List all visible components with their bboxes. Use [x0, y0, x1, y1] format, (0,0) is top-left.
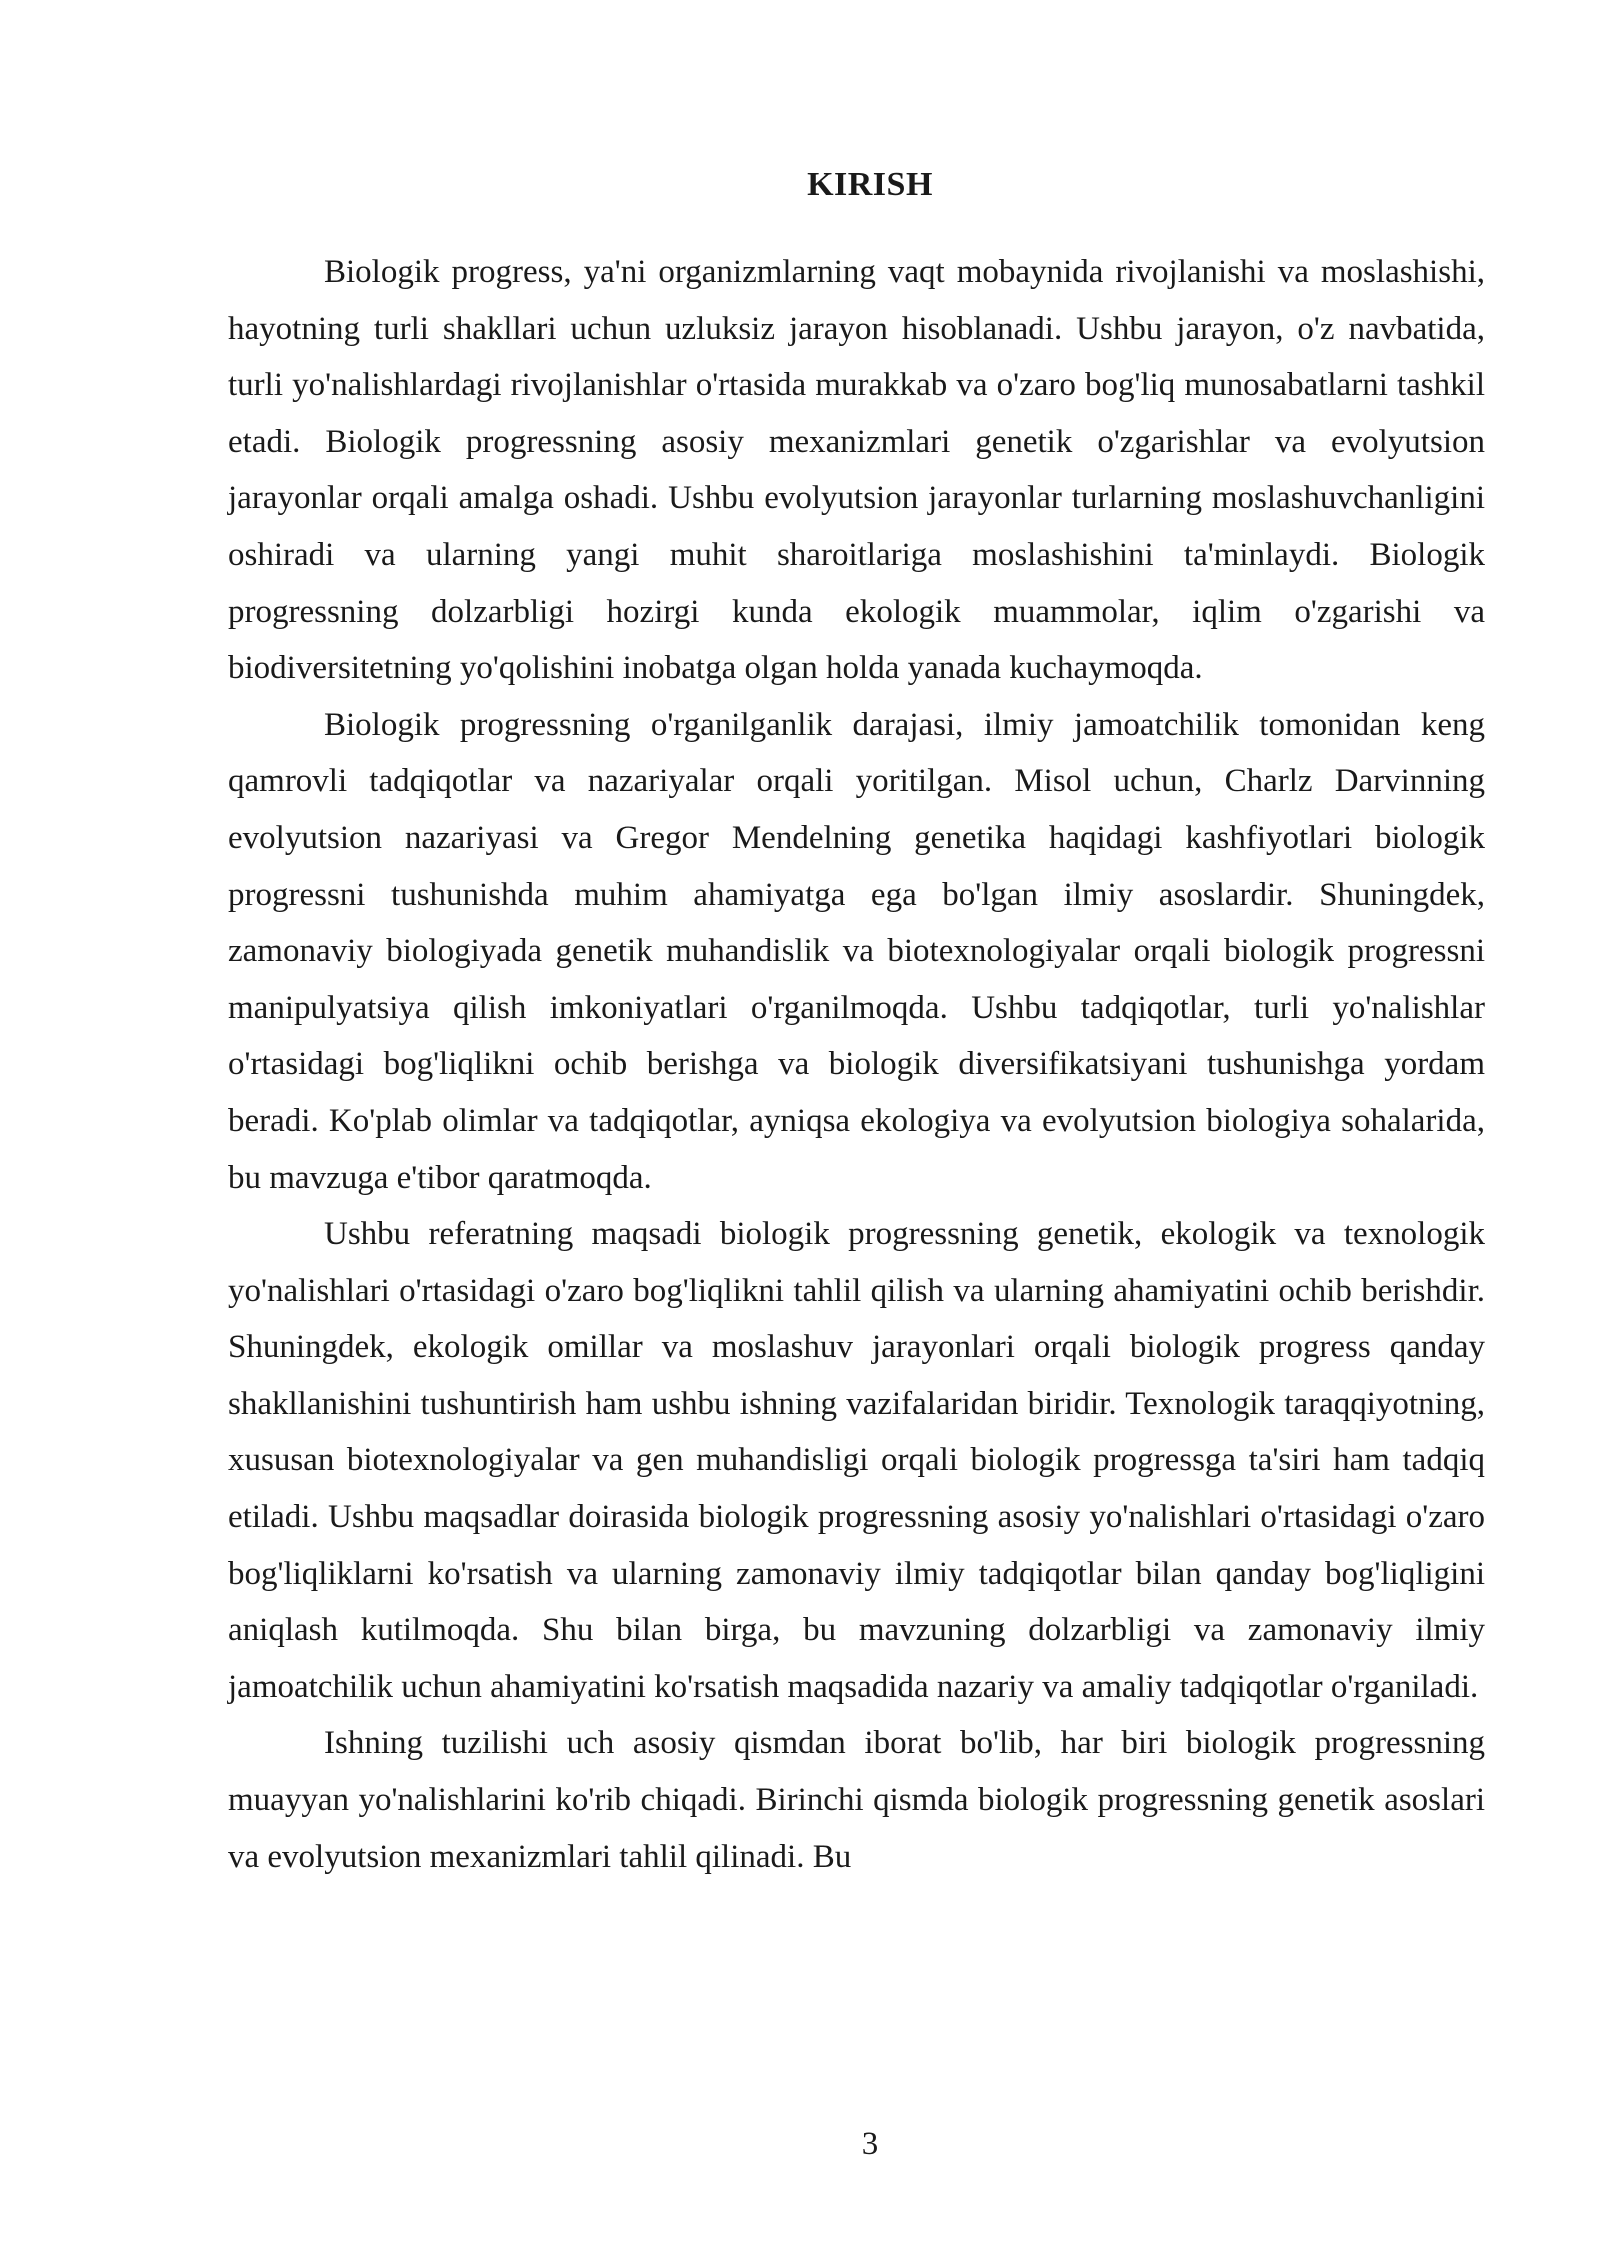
- section-heading: KIRISH: [807, 166, 933, 203]
- body-text: [228, 244, 1485, 1885]
- paragraph-2: Biologik progressning o'rganilganlik darajasi, ilmiy jamoatchilik tomonidan keng qamrovli tadqiqotlar va nazariyalar orqali yoritilgan. Misol uchun, Charlz Darvinning evolyutsion nazariyasi va Gregor Mendelning genetika haqidagi kashfiyotlari biologik progressni tushunishda muhim ahamiyatga ega bo'lgan ilmiy asoslardir. Shuningdek, zamonaviy biologiyada genetik muhandislik va biotexnologiyalar orqali biologik progressni manipulyatsiya qilish imkoniyatlari o'rganilmoqda. Ushbu tadqiqotlar, turli yo'nalishlar o'rtasidagi bog'liqlikni ochib berishga va biologik diversifikatsiyani tushunishga yordam beradi. Ko'plab olimlar va tadqiqotlar, ayniqsa ekologiya va evolyutsion biologiya sohalarida, bu mavzuga e'tibor qaratmoqda.: [228, 706, 1485, 1196]
- paragraph-4: Ishning tuzilishi uch asosiy qismdan iborat bo'lib, har biri biologik progressning muayyan yo'nalishlarini ko'rib chiqadi. Birinchi qismda biologik progressning genetik asoslari va evolyutsion mexanizmlari tahlil qilinadi. Bu: [228, 1725, 1485, 1875]
- paragraph-3: Ushbu referatning maqsadi biologik progressning genetik, ekologik va texnologik yo'nalishlari o'rtasidagi o'zaro bog'liqlikni tahlil qilish va ularning ahamiyatini ochib berishdir. Shuningdek, ekologik omillar va moslashuv jarayonlari orqali biologik progress qanday shakllanishini tushuntirish ham ushbu ishning vazifalaridan biridir. Texnologik taraqqiyotning, xususan biotexnologiyalar va gen muhandisligi orqali biologik progressga ta'siri ham tadqiq etiladi. Ushbu maqsadlar doirasida biologik progressning asosiy yo'nalishlari o'rtasidagi o'zaro bog'liqliklarni ko'rsatish va ularning zamonaviy ilmiy tadqiqotlar bilan qanday bog'liqligini aniqlash kutilmoqda. Shu bilan birga, bu mavzuning dolzarbligi va zamonaviy ilmiy jamoatchilik uchun ahamiyatini ko'rsatish maqsadida nazariy va amaliy tadqiqotlar o'rganiladi.: [228, 1216, 1485, 1705]
- paragraph-1: Biologik progress, ya'ni organizmlarning vaqt mobaynida rivojlanishi va moslashishi, hayotning turli shakllari uchun uzluksiz jarayon hisoblanadi. Ushbu jarayon, o'z navbatida, turli yo'nalishlardagi rivojlanishlar o'rtasida murakkab va o'zaro bog'liq munosabatlarni tashkil etadi. Biologik progressning asosiy mexanizmlari genetik o'zgarishlar va evolyutsion jarayonlar orqali amalga oshadi. Ushbu evolyutsion jarayonlar turlarning moslashuvchanligini oshiradi va ularning yangi muhit sharoitlariga moslashishini ta'minlaydi. Biologik progressning dolzarbligi hozirgi kunda ekologik muammolar, iqlim o'zgarishi va biodiversitetning yo'qolishini inobatga olgan holda yanada kuchaymoqda.: [228, 254, 1485, 687]
- page-number: 3: [861, 2126, 879, 2162]
